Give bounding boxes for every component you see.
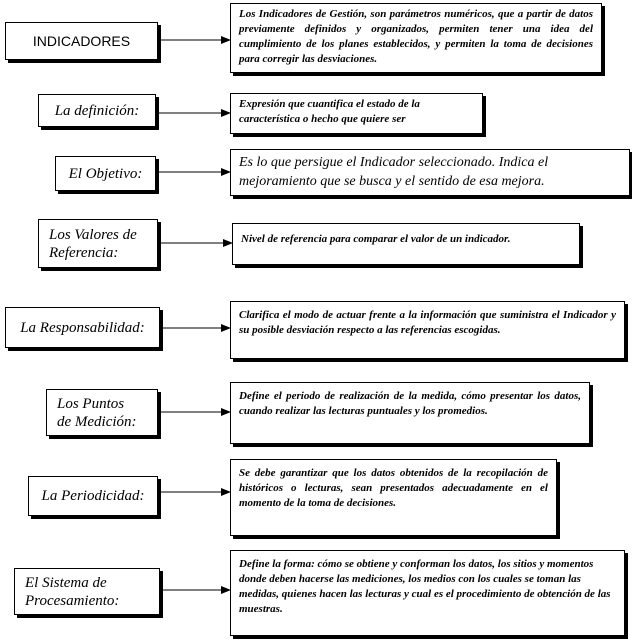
- description-box-periodicidad: [230, 459, 557, 536]
- label-objetivo: El Objetivo:: [68, 165, 143, 182]
- label-sistema: El Sistema de Procesamiento:: [25, 574, 120, 609]
- label-box-objetivo: [55, 156, 156, 191]
- label-puntos: Los Puntos de Medición:: [57, 395, 137, 430]
- label-periodicidad: La Periodicidad:: [41, 488, 145, 504]
- description-box-indicadores: [230, 3, 602, 73]
- description-box-objetivo: [230, 149, 630, 196]
- label-definicion: La definición:: [54, 102, 140, 119]
- label-responsabilidad: La Responsabilidad:: [20, 319, 145, 336]
- description-box-definicion: [230, 93, 483, 134]
- description-valores: Nivel de referencia para comparar el valor de un indicador.: [241, 233, 511, 245]
- label-box-definicion: [38, 94, 156, 127]
- label-box-puntos: [46, 389, 158, 436]
- description-box-puntos: [230, 382, 590, 444]
- label-box-responsabilidad: [5, 307, 160, 348]
- label-box-sistema: [14, 568, 160, 615]
- description-responsabilidad: Clarifica el modo de actuar frente a la información que suministra el Indicador y su posible desviación respecto a las referencias escogidas.: [239, 309, 616, 336]
- description-box-sistema: [230, 550, 625, 636]
- description-definicion: Expresión que cuantifica el estado de la característica o hecho que quiere ser: [239, 98, 420, 125]
- label-valores: Los Valores de Referencia:: [49, 226, 137, 261]
- description-objetivo: Es lo que persigue el Indicador seleccionado. Indica el mejoramiento que se busca y el sentido de esa mejora.: [239, 155, 549, 189]
- label-indicadores: INDICADORES: [32, 33, 131, 49]
- label-box-periodicidad: [28, 476, 158, 516]
- description-puntos: Define el periodo de realización de la medida, cómo presentar los datos, cuando realizar las lecturas puntuales y los promedios.: [239, 390, 581, 417]
- label-box-indicadores: [5, 22, 158, 60]
- description-periodicidad: Se debe garantizar que los datos obtenidos de la recopilación de históricos o lecturas, sean presentados adecuadamente en el momento de la toma de decisiones.: [239, 467, 548, 509]
- description-box-responsabilidad: [230, 301, 625, 359]
- description-box-valores: [232, 223, 580, 265]
- label-box-valores: [38, 219, 158, 268]
- description-sistema: Define la forma: cómo se obtiene y conforman los datos, los sitios y momentos donde deben hacerse las mediciones, los medios con los cuales se toman las medidas, quienes hacen las lecturas y cual es el procedimiento de obtención de las muestras.: [239, 558, 611, 615]
- description-indicadores: Los Indicadores de Gestión, son parámetros numéricos, que a partir de datos previamente definidos y organizados, permiten tener una idea del cumplimiento de los planes establecidos, y permiten la toma de decisiones para corregir las desviaciones.: [239, 8, 593, 65]
